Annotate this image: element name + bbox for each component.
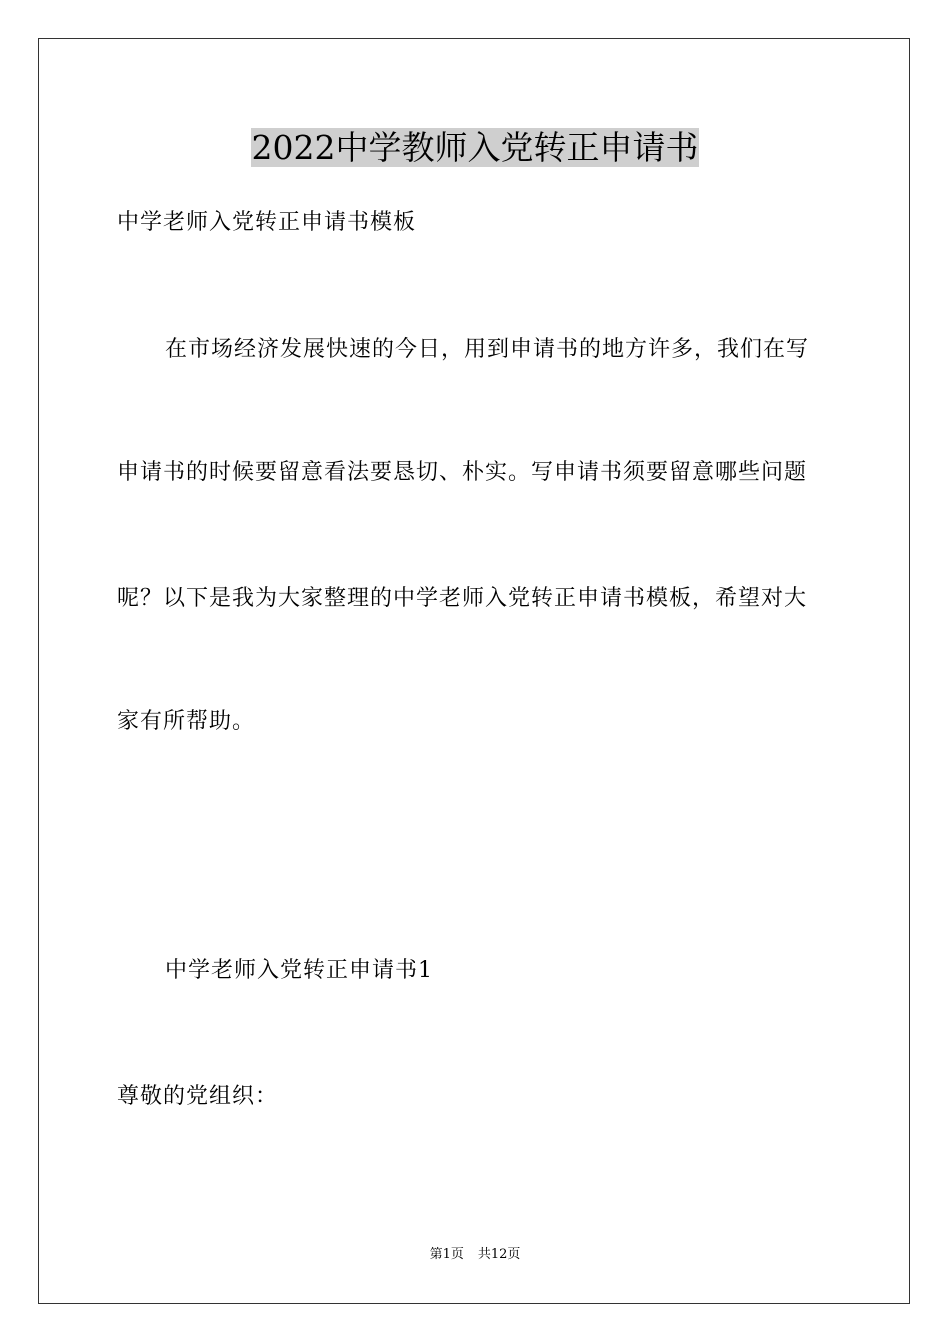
intro-line-2: 申请书的时候要留意看法要恳切、朴实。写申请书须要留意哪些问题 (117, 460, 808, 485)
intro-line-4: 家有所帮助。 (117, 709, 256, 734)
document-title-text: 2022中学教师入党转正申请书 (251, 128, 699, 167)
intro-line-3: 呢？以下是我为大家整理的中学老师入党转正申请书模板，希望对大 (117, 586, 808, 611)
total-pages: 共12页 (477, 1247, 521, 1262)
page-footer (0, 1246, 950, 1264)
intro-line-1: 在市场经济发展快速的今日，用到申请书的地方许多，我们在写 (165, 337, 810, 362)
document-title (0, 127, 950, 169)
page-number: 第1页 (429, 1247, 464, 1262)
salutation: 尊敬的党组织： (117, 1084, 279, 1109)
section-heading: 中学老师入党转正申请书1 (165, 958, 433, 983)
document-subtitle: 中学老师入党转正申请书模板 (117, 210, 417, 235)
